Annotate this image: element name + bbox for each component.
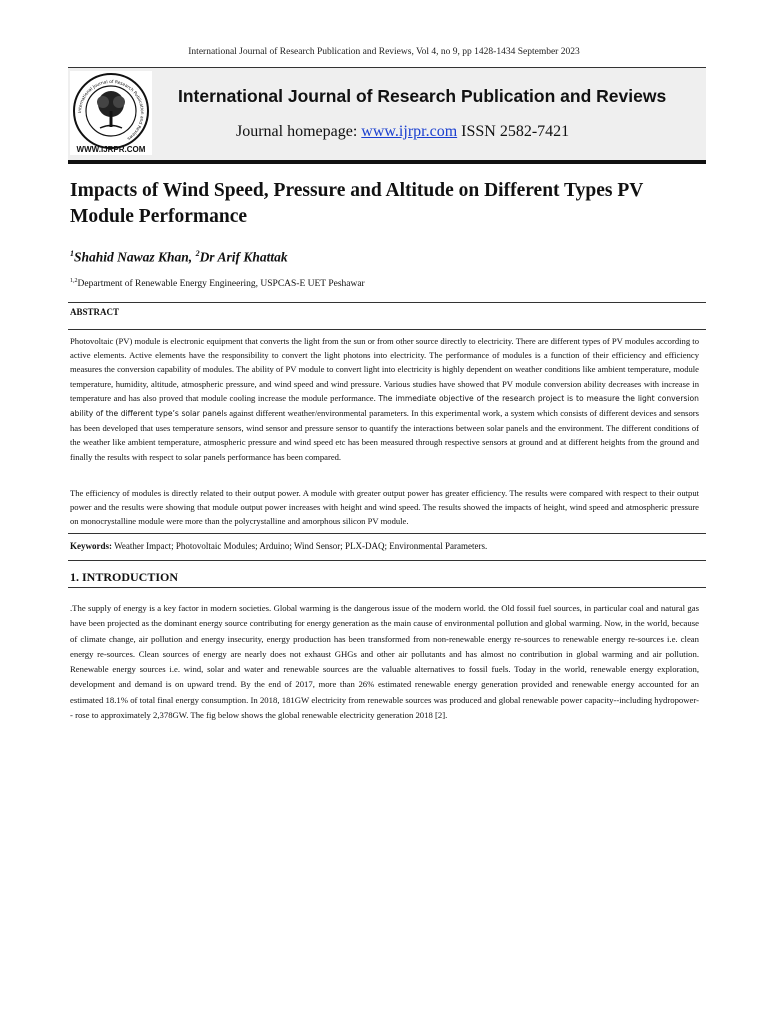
abstract-objective: The immediate objective of the research project is to measure the light conversion ability of the different type’s solar panel <box>70 393 699 419</box>
journal-name: International Journal of Research Publication and Reviews <box>178 86 667 106</box>
author-name: Dr Arif Khattak <box>199 249 288 265</box>
abstract-paragraph-1 <box>70 334 699 464</box>
author-marker: 1 <box>70 249 74 258</box>
author-name: Shahid Nawaz Khan, <box>74 249 193 265</box>
affiliation-marker: 1,2 <box>70 278 78 284</box>
keywords-rule-top <box>68 533 706 534</box>
abstract-heading: ABSTRACT <box>70 307 120 317</box>
homepage-link[interactable]: www.ijrpr.com <box>361 123 458 140</box>
keywords-rule-bottom <box>68 560 706 561</box>
author-marker: 2 <box>195 249 200 258</box>
homepage-label: Journal homepage: <box>236 123 358 140</box>
journal-homepage-line <box>236 123 569 141</box>
affiliation <box>70 278 365 289</box>
journal-logo <box>70 71 152 155</box>
abstract-text: s against different weather/environmental parameters. In this experimental work, a system which consists of different devices and sensors has been developed that uses temperature sensors, wind sensor and pressure sensor to quantify the interactions between solar panels and the environment. The different conditions of the weather like ambient temperature, atmospheric pressure and wind speed etc has been measured through respective sensors at ground and at different heights from the ground and finally the results with respect to solar panels performance has been compared. <box>70 408 699 462</box>
abstract-paragraph-2: The efficiency of modules is directly related to their output power. A module with greater output power has greater efficiency. The results were compared with respect to their output power and the results were showing that module output power increases with height and wind speed. The results showed the impacts of height, wind speed and atmospheric pressure on monocrystalline module were more than the polycrystalline and amorphous silicon PV module. <box>70 488 699 527</box>
introduction-paragraph: .The supply of energy is a key factor in modern societies. Global warming is the dangerous issue of the modern world. the Old fossil fuel sources, in particular coal and natural gas have been projected as the dominant energy source contributing for energy generation as the main cause of environmental pollution and global warming. Now, in the world, because of climate change, air pollution and energy insecurity, energy production has been transformed from non-renewable energy re-sources to renewable energy re-sources i.e. clean energy re-sources. Clean sources of energy are nearly does not exhaust GHGs and other air pollutants and has almost no contribution in global warming and air pollution. Renewable energy sources i.e. wind, solar and water and renewable sources are the valuable alternatives to fossil fuels. Today in the world, renewable energy exploration, development and demand is on upward trend. By the end of 2017, more than 26% estimated renewable energy generation provided and renewable energy accounted for an estimated 18.1% of total final energy consumption. In 2018, 181GW electricity from renewable sources was produced and global renewable power capacity--including hydropower-- rose to approximately 2,378GW. The fig below shows the global renewable electricity generation 2018 [2]. <box>70 603 699 721</box>
keywords-label: Keywords: <box>70 541 112 551</box>
article-title: Impacts of Wind Speed, Pressure and Altitude on Different Types PV Module Performance <box>70 180 643 227</box>
abstract-text: Photovoltaic (PV) module is electronic equipment that converts the light from the sun or from other source directly to electricity. There are different types of PV modules according to active elements. Active elements have the responsibility to convert the light photons into electricity. The performance of modules is a function of their efficiency and efficiency measures the conversion capability of modules. The ability of PV module to convert light into electricity is highly dependent on weather conditions like ambient temperature, module temperature, humidity, altitude, atmospheric pressure, and wind speed and wind pressure. Various studies have showed that PV module conversion ability decreases with increase in temperature and has also proved that module cooling increase the module performance. <box>70 336 699 403</box>
issn: ISSN 2582-7421 <box>461 123 570 140</box>
running-header: International Journal of Research Publication and Reviews, Vol 4, no 9, pp 1428-1434 September 2023 <box>188 47 580 57</box>
keywords <box>70 541 487 551</box>
logo-url-text: WWW.IJRPR.COM <box>76 145 146 154</box>
section-rule <box>68 587 706 588</box>
abstract-rule-bottom <box>68 329 706 330</box>
keywords-text: Weather Impact; Photovoltaic Modules; Arduino; Wind Sensor; PLX-DAQ; Environmental Parameters. <box>114 541 488 551</box>
section-heading-introduction: 1. INTRODUCTION <box>70 570 179 584</box>
header-rule-bottom <box>68 160 706 164</box>
logo-ring-text: International Journal of Research Publication and Reviews <box>77 79 145 141</box>
abstract-rule-top <box>68 302 706 303</box>
affiliation-text: Department of Renewable Energy Engineering, USPCAS-E UET Peshawar <box>77 279 365 290</box>
author-list <box>70 249 288 266</box>
journal-banner <box>68 68 706 160</box>
